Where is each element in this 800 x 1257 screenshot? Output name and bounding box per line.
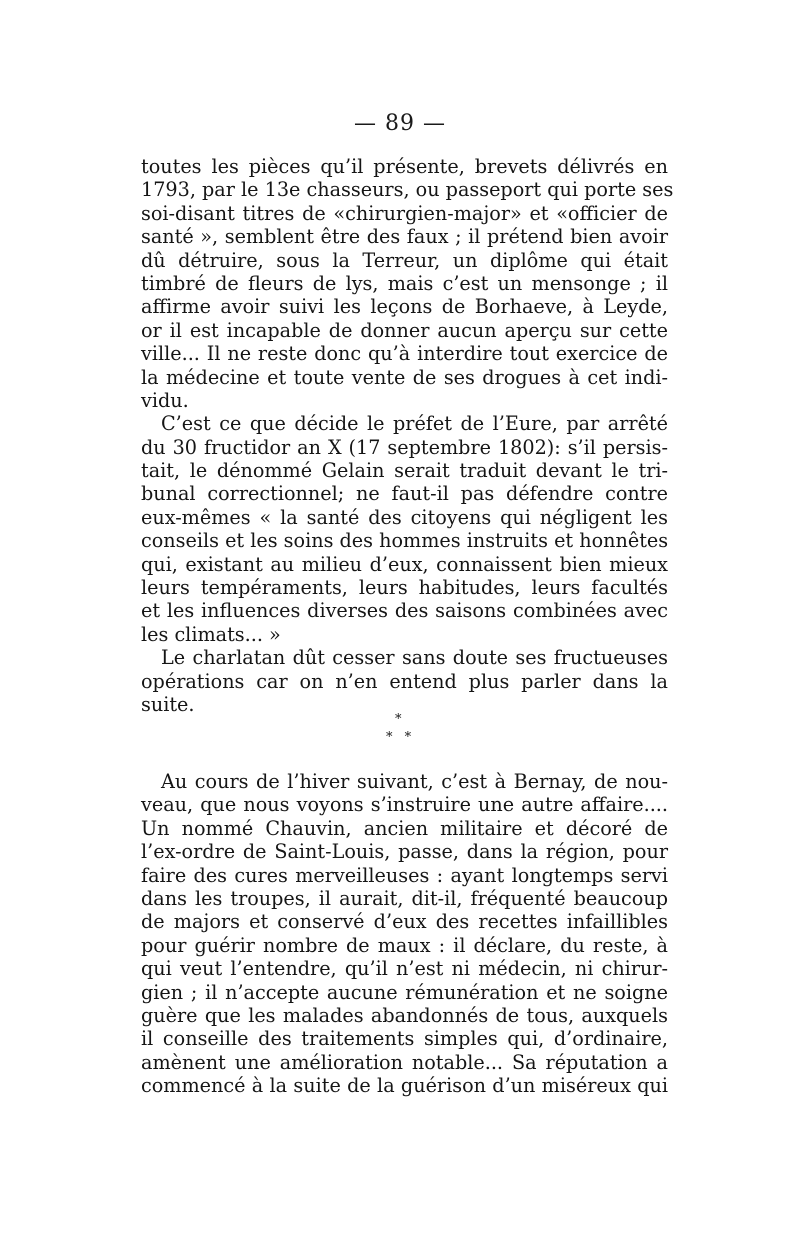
asterism-star-top: * xyxy=(395,712,402,727)
text-line: de majors et conservé d’eux des recettes infaillibles xyxy=(141,910,668,934)
text-line: ville... Il ne reste donc qu’à interdire tout exercice de xyxy=(141,342,668,366)
text-line: timbré de fleurs de lys, mais c’est un mensonge ; il xyxy=(141,271,668,295)
text-line: conseils et les soins des hommes instruits et honnêtes xyxy=(141,529,669,553)
asterism-stars-bottom: * * xyxy=(386,730,416,745)
text-line: eux-mêmes « la santé des citoyens qui négligent les xyxy=(141,505,668,529)
text-line: la médecine et toute vente de ses drogues à cet indi- xyxy=(141,365,668,389)
text-line: suite. xyxy=(141,692,195,716)
text-line: veau, que nous voyons s’instruire une autre affaire.... xyxy=(141,793,668,817)
page-number: — 89 — xyxy=(354,111,446,136)
text-line: commencé à la suite de la guérison d’un miséreux qui xyxy=(141,1074,668,1098)
text-line: l’ex-ordre de Saint-Louis, passe, dans la région, pour xyxy=(141,840,668,864)
text-line: Un nommé Chauvin, ancien militaire et décoré de xyxy=(141,816,668,840)
text-line: dû détruire, sous la Terreur, un diplôme qui était xyxy=(141,248,668,272)
text-line: gien ; il n’accepte aucune rémunération et ne soigne xyxy=(141,980,668,1004)
asterism-ornament xyxy=(370,712,430,756)
text-line: Au cours de l’hiver suivant, c’est à Bernay, de nou- xyxy=(161,770,668,793)
text-line: il conseille des traitements simples qui, d’ordinaire, xyxy=(141,1027,668,1051)
text-line: tait, le dénommé Gelain serait traduit devant le tri- xyxy=(141,459,668,483)
text-line: les climats... » xyxy=(141,622,281,646)
text-line: C’est ce que décide le préfet de l’Eure, par arrêté xyxy=(161,412,668,436)
text-line: Le charlatan dût cesser sans doute ses fructueuses xyxy=(161,646,668,670)
text-line: soi-disant titres de «chirurgien-major» et «officier de xyxy=(141,201,668,225)
text-line: or il est incapable de donner aucun aperçu sur cette xyxy=(141,318,668,342)
text-line: affirme avoir suivi les leçons de Borhaeve, à Leyde, xyxy=(141,295,668,319)
text-line: qui, existant au milieu d’eux, connaissent bien mieux xyxy=(141,552,668,576)
text-line: opérations car on n’en entend plus parler dans la xyxy=(141,669,668,693)
text-line: vidu. xyxy=(141,388,189,412)
text-line: faire des cures merveilleuses : ayant longtemps servi xyxy=(141,863,668,887)
text-line: dans les troupes, il aurait, dit-il, fréquenté beaucoup xyxy=(141,886,668,910)
text-line: santé », semblent être des faux ; il prétend bien avoir xyxy=(141,225,668,249)
text-line: toutes les pièces qu’il présente, brevets délivrés en xyxy=(141,155,668,178)
text-line: leurs tempéraments, leurs habitudes, leurs facultés xyxy=(141,576,668,600)
text-block-upper xyxy=(141,155,674,716)
text-line: du 30 fructidor an X (17 septembre 1802): s’il persis- xyxy=(141,435,668,459)
text-line: pour guérir nombre de maux : il déclare, du reste, à xyxy=(141,933,668,957)
text-line: qui veut l’entendre, qu’il n’est ni médecin, ni chirur- xyxy=(141,957,668,981)
text-line: 1793, par le 13e chasseurs, ou passeport qui porte ses xyxy=(141,178,674,202)
text-line: et les influences diverses des saisons combinées avec xyxy=(141,599,668,623)
text-block-lower xyxy=(141,770,668,1097)
text-line: amènent une amélioration notable... Sa réputation a xyxy=(141,1050,668,1074)
text-line: guère que les malades abandonnés de tous, auxquels xyxy=(141,1003,668,1027)
text-line: bunal correctionnel; ne faut-il pas défendre contre xyxy=(141,482,668,506)
